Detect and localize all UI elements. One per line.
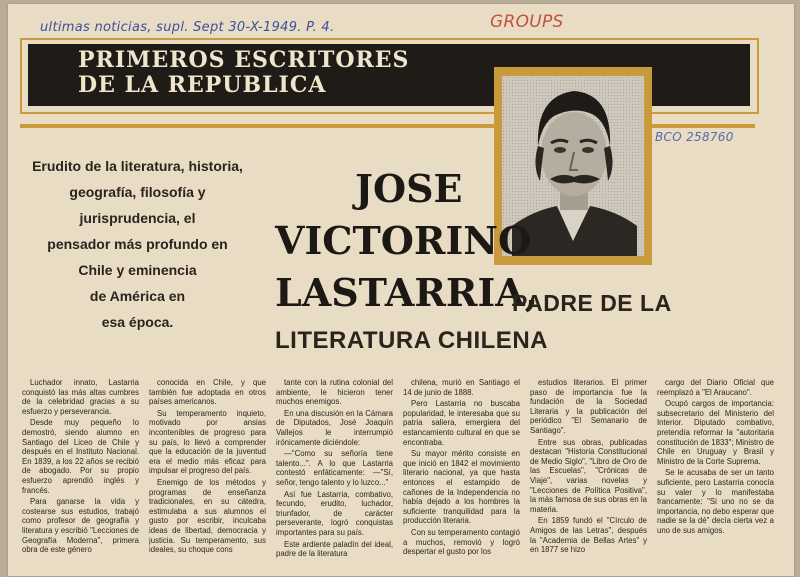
article-paragraph: En 1859 fundó el "Círculo de Amigos de las Letras", después la "Academia de Bellas Artes" y en 1877 se hizo (530, 516, 647, 555)
lede-line: jurisprudencia, el (79, 210, 196, 226)
headline-subtitle-2: LITERATURA CHILENA (275, 327, 548, 354)
article-paragraph: estudios literarios. El primer paso de importancia fue la fundación de la Sociedad Literaria y la publicación del periódico "El Semanario de Santiago". (530, 378, 647, 435)
article-paragraph: cargo del Diario Oficial que reemplazó a "El Araucano". (657, 378, 774, 397)
article-body (22, 378, 774, 570)
article-paragraph: Para ganarse la vida y costearse sus estudios, trabajó como profesor de geografía y literatura y escribió "Lecciones de Geografía Moderna", primera obra de este género (22, 497, 139, 555)
lede-summary (15, 153, 260, 335)
article-paragraph: Este ardiente paladín del ideal, padre de la literatura (276, 539, 393, 559)
article-paragraph: chilena, murió en Santiago el 14 de junio de 1888. (403, 378, 520, 397)
article-paragraph: Así fue Lastarria, combativo, fecundo, erudito, luchador, triunfador, de carácter perseverante, logró conquistas importantes para su país. (276, 489, 393, 537)
lede-line: geografía, filosofía y (69, 184, 206, 200)
handwritten-red-note: GROUPS (490, 12, 564, 32)
headline-last-name: LASTARRIA, (275, 270, 538, 315)
article-paragraph: Su mayor mérito consiste en que inició en 1842 el movimiento literario nacional, ya que hasta entonces el estampido de cañones de la Independencia no había dejado a los hombres la suficiente tranquilidad para la producción literaria. (403, 449, 520, 526)
handwritten-source-note: ultimas noticias, supl. Sept 30-X-1949. P. 4. (40, 20, 335, 35)
article-column (403, 378, 520, 570)
article-paragraph: Su temperamento inquieto, motivado por ansias incontenibles de progreso para su país, lo llevó a comprender que la educación de la juventud era el medio más eficaz para impulsar el progreso del país. (149, 408, 266, 476)
article-column (657, 378, 774, 570)
article-paragraph: conocida en Chile, y que también fue adoptada en otros países americanos. (149, 378, 266, 407)
article-paragraph: —"Como su señoría tiene talento...". A lo que Lastarria contestó enfáticamente: —"Sí, señor, tengo talento y lo luzco..." (276, 449, 393, 487)
article-column (530, 378, 647, 570)
article-paragraph: Se le acusaba de ser un tanto suficiente, pero Lastarria conocía su valer y lo manifestaba francamente: "Si uno no se da importancia, no debo esperar que nadie se la dé" decía cierta vez a uno de sus amigos. (657, 468, 774, 535)
article-column (22, 378, 139, 570)
lede-line: de América en (89, 288, 186, 304)
lede-line: Chile y eminencia (78, 262, 197, 278)
article-paragraph: Con su temperamento contagió a muchos, removió y logró despertar el gusto por los (403, 527, 520, 557)
article-column (149, 378, 266, 570)
headline-middle-name: VICTORINO (275, 218, 532, 263)
lede-line: Erudito de la literatura, historia, (32, 158, 243, 174)
section-title: PRIMEROS ESCRITORES DE LA REPUBLICA (78, 47, 410, 98)
article-paragraph: Entre sus obras, publicadas destacan "Historia Constitucional de Medio Siglo", "Libro de Oro de las Escuelas", "Crónicas de Viaje", varias novelas y "Lecciones de Política Positiva", la más famosa de sus obras en la materia. (530, 437, 647, 514)
article-paragraph: En una discusión en la Cámara de Diputados, José Joaquín Vallejos le interrumpió irónicamente diciéndole: (276, 408, 393, 447)
headline-first-name: JOSE (355, 166, 463, 211)
article-paragraph: Pero Lastarria no buscaba popularidad, le interesaba que su patria saliera, emergiera del estancamiento cultural en que se encontraba. (403, 399, 520, 447)
article-paragraph: Ocupó cargos de importancia: subsecretario del Ministerio del Interior. Diputado combativo, pretendía reformar la "autoritaria constitución de 1833"; Ministro de Chile en Uruguay y Brasil y Ministro de la Corte Suprema. (657, 399, 774, 466)
lede-line: esa época. (101, 314, 174, 330)
catalog-code-stamp: BCO 258760 (655, 130, 734, 144)
article-column (276, 378, 393, 570)
article-paragraph: tante con la rutina colonial del ambiente, le hicieron tener muchos enemigos. (276, 378, 393, 407)
headline-subtitle-1: PADRE DE LA (512, 290, 672, 316)
article-paragraph: Desde muy pequeño lo demostró, siendo alumno en Santiago del Liceo de Chile y después en el Instituto Nacional. En 1839, a los 22 años se recibió de abogado. Por su propio esfuerzo aprendió inglés y francés. (22, 418, 139, 495)
article-paragraph: Enemigo de los métodos y programas de enseñanza tradicionales, en su cátedra, estimulaba a sus alumnos el gusto por escribir, inculcaba ideas de libertad, democracia y justicia. Su temperamento, sus ideales, su choque cons (149, 477, 266, 555)
article-paragraph: Luchador innato, Lastarria conquistó las más altas cumbres de la celebridad gracias a su esfuerzo y perseverancia. (22, 378, 139, 416)
lede-line: pensador más profundo en (47, 236, 228, 252)
